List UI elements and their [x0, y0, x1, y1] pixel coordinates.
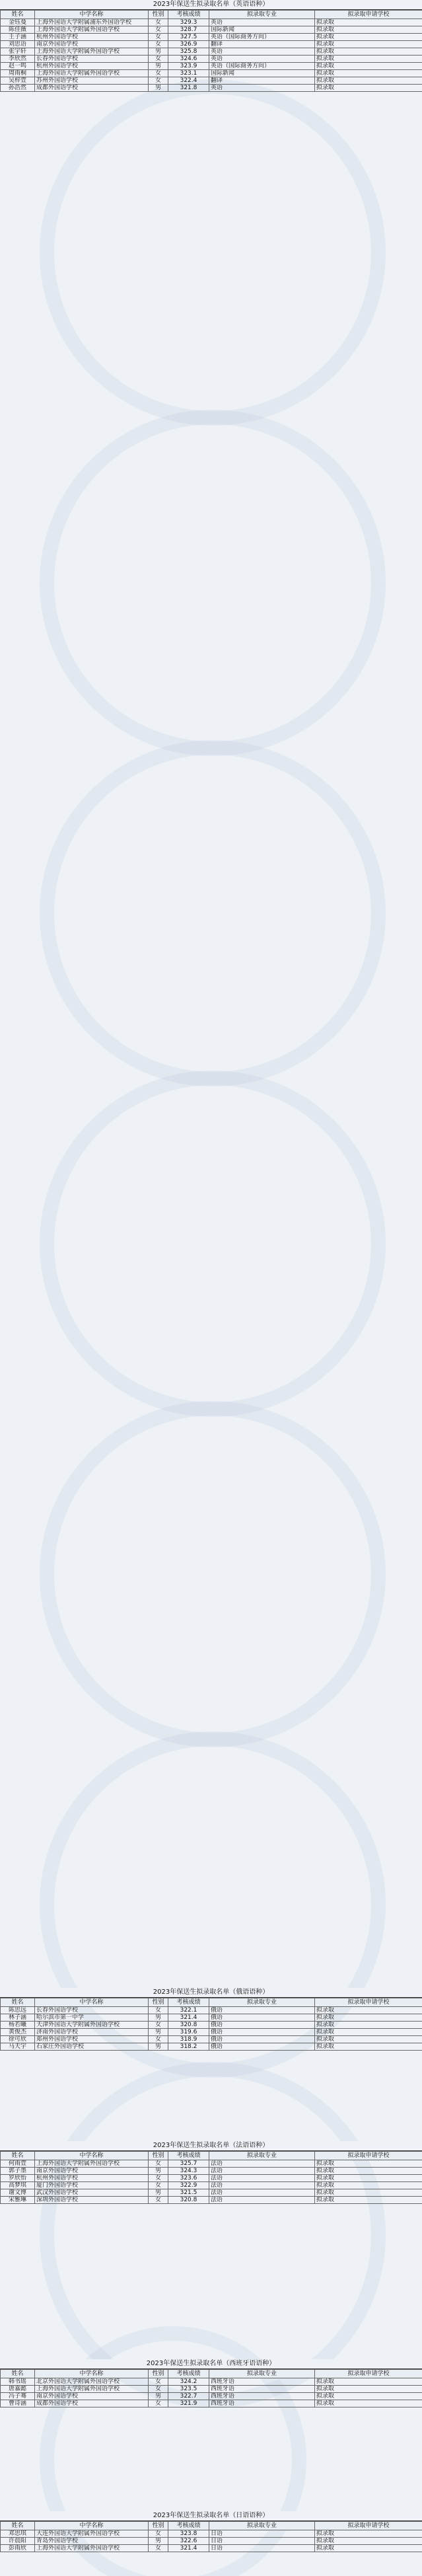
table-cell: 翻译 [209, 77, 315, 85]
table-cell: 深圳外国语学校 [35, 2197, 149, 2204]
table-cell: 何雨萱 [1, 2160, 35, 2168]
table-row [1, 2393, 422, 2400]
table-cell: 石家庄外国语学校 [35, 2043, 149, 2051]
table-row [1, 2400, 422, 2407]
roster-section [0, 1988, 422, 2051]
section-title: 2023年保送生拟录取名单（西班牙语语种） [0, 2359, 422, 2369]
table-cell: 上海外国语大学附属外国语学校 [35, 2545, 149, 2552]
column-header: 拟录取申请学校 [315, 2370, 422, 2378]
table-cell: 拟录取 [315, 2378, 422, 2386]
table-cell: 女 [149, 34, 168, 41]
table-cell: 南京外国语学校 [35, 2393, 149, 2400]
column-header: 性别 [149, 2522, 168, 2530]
table-row [1, 2036, 422, 2043]
table-cell: 马天宇 [1, 2043, 35, 2051]
column-header: 拟录取申请学校 [315, 1998, 422, 2007]
table-cell: 英语 [209, 48, 315, 56]
table-cell: 杭州外国语学校 [35, 34, 149, 41]
table-header-row [1, 2152, 422, 2160]
watermark-ring [40, 2062, 386, 2408]
table-cell: 女 [149, 41, 168, 48]
table-cell: 日语 [209, 2530, 315, 2538]
table-cell: 324.3 [168, 2168, 209, 2175]
table-cell: 日语 [209, 2545, 315, 2552]
table-cell: 英语（国际商务方向） [209, 34, 315, 41]
table-header-row [1, 2370, 422, 2378]
table-cell: 法语 [209, 2168, 315, 2175]
table-row [1, 19, 422, 26]
roster-section [0, 2141, 422, 2204]
table-cell: 女 [149, 77, 168, 85]
table-cell: 上海外国语大学附属外国语学校 [35, 48, 149, 56]
section-title: 2023年保送生拟录取名单（法语语种） [0, 2141, 422, 2151]
table-cell: 上海外国语大学附属外国语学校 [35, 2160, 149, 2168]
column-header: 拟录取专业 [209, 2152, 315, 2160]
table-cell: 翻译 [209, 41, 315, 48]
table-cell: 男 [149, 2029, 168, 2036]
table-cell: 许晨阳 [1, 2538, 35, 2545]
table-cell: 英语 [209, 19, 315, 26]
table-cell: 徐可欣 [1, 2036, 35, 2043]
column-header: 中学名称 [35, 1998, 149, 2007]
table-cell: 324.2 [168, 2378, 209, 2386]
section-title: 2023年保送生拟录取名单（日语语种） [0, 2511, 422, 2521]
column-header: 拟录取专业 [209, 2370, 315, 2378]
table-cell: 女 [149, 2378, 168, 2386]
column-header: 考核成绩 [168, 1998, 209, 2007]
roster-table [0, 2151, 422, 2204]
column-header: 中学名称 [35, 2522, 149, 2530]
table-row [1, 26, 422, 34]
table-cell: 拟录取 [315, 85, 422, 92]
table-cell: 拟录取 [315, 2530, 422, 2538]
table-cell: 女 [149, 2160, 168, 2168]
table-cell: 拟录取 [315, 2393, 422, 2400]
table-cell: 法语 [209, 2197, 315, 2204]
section-title: 2023年保送生拟录取名单（英语语种） [0, 0, 422, 10]
table-cell: 拟录取 [315, 2175, 422, 2182]
table-cell: 杨若曦 [1, 2022, 35, 2029]
table-cell: 上海外国语大学附属浦东外国语学校 [35, 19, 149, 26]
table-cell: 日语 [209, 2538, 315, 2545]
column-header: 中学名称 [35, 2370, 149, 2378]
table-cell: 女 [149, 2400, 168, 2407]
table-cell: 济南外国语学校 [35, 2029, 149, 2036]
table-cell: 男 [149, 85, 168, 92]
table-cell: 陈思远 [1, 2007, 35, 2014]
column-header: 中学名称 [35, 11, 149, 19]
table-cell: 李欣然 [1, 56, 35, 63]
table-cell: 长春外国语学校 [35, 2007, 149, 2014]
column-header: 拟录取申请学校 [315, 11, 422, 19]
table-cell: 322.6 [168, 2538, 209, 2545]
table-cell: 拟录取 [315, 2022, 422, 2029]
table-cell: 谢文博 [1, 2189, 35, 2197]
table-cell: 成都外国语学校 [35, 2400, 149, 2407]
table-cell: 318.2 [168, 2043, 209, 2051]
table-row [1, 2378, 422, 2386]
table-cell: 拟录取 [315, 2545, 422, 2552]
table-cell: 俄语 [209, 2029, 315, 2036]
watermark-ring [40, 410, 386, 756]
table-cell: 拟录取 [315, 2197, 422, 2204]
table-cell: 男 [149, 2043, 168, 2051]
table-cell: 孙浩然 [1, 85, 35, 92]
table-cell: 女 [149, 2022, 168, 2029]
table-cell: 拟录取 [315, 2538, 422, 2545]
table-row [1, 56, 422, 63]
table-cell: 拟录取 [315, 70, 422, 77]
table-cell: 323.1 [168, 70, 209, 77]
column-header: 中学名称 [35, 2152, 149, 2160]
table-cell: 女 [149, 56, 168, 63]
table-cell: 法语 [209, 2160, 315, 2168]
table-cell: 上海外国语大学附属外国语学校 [35, 70, 149, 77]
table-cell: 法语 [209, 2175, 315, 2182]
table-row [1, 77, 422, 85]
table-cell: 高梦琪 [1, 2182, 35, 2189]
column-header: 姓名 [1, 2152, 35, 2160]
table-cell: 厦门外国语学校 [35, 2182, 149, 2189]
table-row [1, 2014, 422, 2022]
table-row [1, 2530, 422, 2538]
table-cell: 拟录取 [315, 2029, 422, 2036]
table-cell: 男 [149, 2189, 168, 2197]
table-row [1, 2043, 422, 2051]
table-row [1, 2029, 422, 2036]
column-header: 拟录取申请学校 [315, 2522, 422, 2530]
table-row [1, 2022, 422, 2029]
column-header: 考核成绩 [168, 2370, 209, 2378]
table-cell: 女 [149, 26, 168, 34]
table-cell: 拟录取 [315, 34, 422, 41]
column-header: 姓名 [1, 11, 35, 19]
roster-table [0, 2369, 422, 2407]
table-cell: 俄语 [209, 2022, 315, 2029]
table-cell: 大连外国语大学附属外国语学校 [35, 2530, 149, 2538]
table-cell: 拟录取 [315, 2182, 422, 2189]
roster-section [0, 2511, 422, 2552]
table-cell: 拟录取 [315, 2007, 422, 2014]
column-header: 考核成绩 [168, 2522, 209, 2530]
table-cell: 国际新闻 [209, 70, 315, 77]
watermark-ring [40, 1401, 386, 1747]
roster-section [0, 2359, 422, 2407]
table-cell: 拟录取 [315, 2036, 422, 2043]
table-cell: 英语 [209, 85, 315, 92]
table-cell: 男 [149, 63, 168, 70]
table-row [1, 41, 422, 48]
table-header-row [1, 1998, 422, 2007]
roster-section [0, 0, 422, 92]
table-cell: 吴梓萱 [1, 77, 35, 85]
table-cell: 320.8 [168, 2022, 209, 2029]
table-cell: 320.8 [168, 2197, 209, 2204]
table-row [1, 2538, 422, 2545]
table-row [1, 70, 422, 77]
table-cell: 女 [149, 2386, 168, 2393]
table-cell: 罗欣怡 [1, 2175, 35, 2182]
table-cell: 拟录取 [315, 2043, 422, 2051]
table-cell: 拟录取 [315, 2014, 422, 2022]
table-cell: 324.6 [168, 56, 209, 63]
table-header-row [1, 2522, 422, 2530]
table-cell: 北京外国语大学附属外国语学校 [35, 2378, 149, 2386]
table-cell: 男 [149, 2538, 168, 2545]
column-header: 考核成绩 [168, 2152, 209, 2160]
table-row [1, 2545, 422, 2552]
table-cell: 拟录取 [315, 48, 422, 56]
table-row [1, 2168, 422, 2175]
table-cell: 上海外国语大学附属外国语学校 [35, 2386, 149, 2393]
table-cell: 322.1 [168, 2007, 209, 2014]
table-cell: 女 [149, 2182, 168, 2189]
table-cell: 赵一鸣 [1, 63, 35, 70]
table-cell: 上海外国语大学附属外国语学校 [35, 26, 149, 34]
table-cell: 拟录取 [315, 41, 422, 48]
table-cell: 邓思琪 [1, 2530, 35, 2538]
table-row [1, 2007, 422, 2014]
table-row [1, 2386, 422, 2393]
table-cell: 苏州外国语学校 [35, 77, 149, 85]
table-cell: 韩书瑶 [1, 2378, 35, 2386]
column-header: 性别 [149, 2152, 168, 2160]
table-cell: 长春外国语学校 [35, 56, 149, 63]
table-cell: 法语 [209, 2182, 315, 2189]
table-cell: 哈尔滨市第一中学 [35, 2014, 149, 2022]
table-cell: 刘思语 [1, 41, 35, 48]
table-cell: 男 [149, 2014, 168, 2022]
table-cell: 女 [149, 2007, 168, 2014]
column-header: 性别 [149, 11, 168, 19]
table-cell: 322.9 [168, 2182, 209, 2189]
table-cell: 女 [149, 2530, 168, 2538]
roster-table [0, 10, 422, 92]
table-cell: 青岛外国语学校 [35, 2538, 149, 2545]
column-header: 考核成绩 [168, 11, 209, 19]
table-cell: 329.3 [168, 19, 209, 26]
table-cell: 323.6 [168, 2175, 209, 2182]
table-cell: 林子涵 [1, 2014, 35, 2022]
table-cell: 冯子骞 [1, 2393, 35, 2400]
table-cell: 拟录取 [315, 26, 422, 34]
table-cell: 拟录取 [315, 2400, 422, 2407]
table-row [1, 34, 422, 41]
table-cell: 杭州外国语学校 [35, 2175, 149, 2182]
table-row [1, 85, 422, 92]
table-cell: 322.4 [168, 77, 209, 85]
table-cell: 法语 [209, 2189, 315, 2197]
table-cell: 328.7 [168, 26, 209, 34]
table-row [1, 2160, 422, 2168]
roster-table [0, 1998, 422, 2051]
table-cell: 女 [149, 70, 168, 77]
table-cell: 俄语 [209, 2043, 315, 2051]
column-header: 拟录取专业 [209, 1998, 315, 2007]
table-row [1, 48, 422, 56]
table-cell: 322.7 [168, 2393, 209, 2400]
table-cell: 彭雨欣 [1, 2545, 35, 2552]
table-cell: 325.8 [168, 48, 209, 56]
table-cell: 拟录取 [315, 2189, 422, 2197]
table-row [1, 2182, 422, 2189]
section-title: 2023年保送生拟录取名单（俄语语种） [0, 1988, 422, 1998]
table-cell: 女 [149, 2197, 168, 2204]
table-cell: 俄语 [209, 2014, 315, 2022]
table-cell: 男 [149, 2168, 168, 2175]
table-cell: 成都外国语学校 [35, 85, 149, 92]
table-cell: 俄语 [209, 2036, 315, 2043]
table-cell: 326.9 [168, 41, 209, 48]
table-cell: 英语（国际商务方向） [209, 63, 315, 70]
column-header: 性别 [149, 1998, 168, 2007]
table-cell: 武汉外国语学校 [35, 2189, 149, 2197]
table-cell: 俄语 [209, 2007, 315, 2014]
table-cell: 女 [149, 2175, 168, 2182]
table-cell: 西班牙语 [209, 2400, 315, 2407]
table-cell: 318.9 [168, 2036, 209, 2043]
table-cell: 拟录取 [315, 77, 422, 85]
column-header: 拟录取专业 [209, 2522, 315, 2530]
table-cell: 国际新闻 [209, 26, 315, 34]
table-cell: 拟录取 [315, 19, 422, 26]
table-cell: 321.4 [168, 2014, 209, 2022]
table-cell: 南京外国语学校 [35, 2168, 149, 2175]
table-cell: 女 [149, 2036, 168, 2043]
table-cell: 南京外国语学校 [35, 41, 149, 48]
table-cell: 323.9 [168, 63, 209, 70]
table-cell: 西班牙语 [209, 2386, 315, 2393]
column-header: 拟录取申请学校 [315, 2152, 422, 2160]
column-header: 拟录取专业 [209, 11, 315, 19]
table-cell: 321.4 [168, 2545, 209, 2552]
table-cell: 王子涵 [1, 34, 35, 41]
table-cell: 女 [149, 19, 168, 26]
table-cell: 陈佳薇 [1, 26, 35, 34]
table-cell: 西班牙语 [209, 2378, 315, 2386]
table-cell: 319.6 [168, 2029, 209, 2036]
table-cell: 321.5 [168, 2189, 209, 2197]
table-cell: 323.5 [168, 2386, 209, 2393]
table-cell: 黄俊杰 [1, 2029, 35, 2036]
table-cell: 英语 [209, 56, 315, 63]
watermark-ring [40, 79, 386, 426]
table-cell: 拟录取 [315, 2168, 422, 2175]
column-header: 姓名 [1, 2522, 35, 2530]
table-row [1, 2189, 422, 2197]
table-cell: 325.7 [168, 2160, 209, 2168]
table-row [1, 2197, 422, 2204]
table-row [1, 2175, 422, 2182]
column-header: 姓名 [1, 2370, 35, 2378]
roster-table [0, 2521, 422, 2552]
table-cell: 男 [149, 2393, 168, 2400]
table-cell: 郑州外国语学校 [35, 2036, 149, 2043]
watermark-ring [40, 740, 386, 1086]
table-cell: 拟录取 [315, 56, 422, 63]
column-header: 姓名 [1, 1998, 35, 2007]
table-cell: 杭州外国语学校 [35, 63, 149, 70]
table-cell: 曹诗涵 [1, 2400, 35, 2407]
table-cell: 拟录取 [315, 63, 422, 70]
table-row [1, 63, 422, 70]
table-cell: 郭子墨 [1, 2168, 35, 2175]
table-header-row [1, 11, 422, 19]
table-cell: 321.9 [168, 2400, 209, 2407]
table-cell: 拟录取 [315, 2386, 422, 2393]
table-cell: 女 [149, 2545, 168, 2552]
table-cell: 男 [149, 48, 168, 56]
table-cell: 天津外国语大学附属外国语学校 [35, 2022, 149, 2029]
table-cell: 周雨桐 [1, 70, 35, 77]
table-cell: 金钰曼 [1, 19, 35, 26]
table-cell: 321.8 [168, 85, 209, 92]
table-cell: 327.5 [168, 34, 209, 41]
table-cell: 拟录取 [315, 2160, 422, 2168]
table-cell: 张宇轩 [1, 48, 35, 56]
watermark-ring [40, 1071, 386, 1417]
table-cell: 西班牙语 [209, 2393, 315, 2400]
column-header: 性别 [149, 2370, 168, 2378]
table-cell: 323.8 [168, 2530, 209, 2538]
table-cell: 宋雅琳 [1, 2197, 35, 2204]
table-cell: 唐嘉懿 [1, 2386, 35, 2393]
